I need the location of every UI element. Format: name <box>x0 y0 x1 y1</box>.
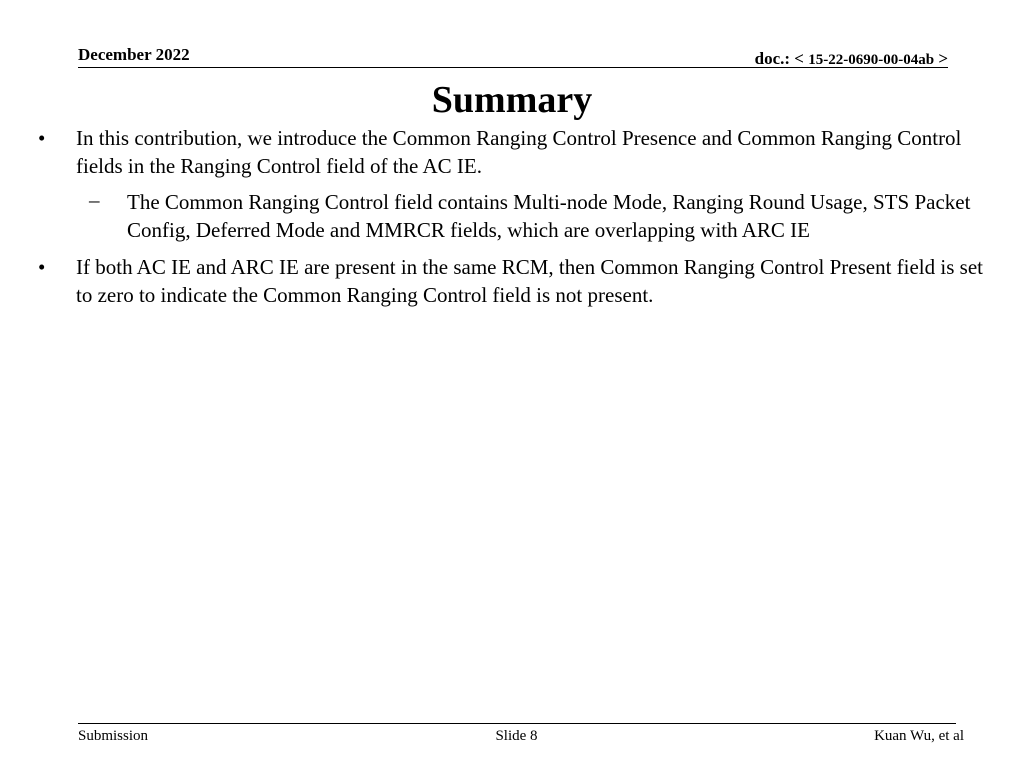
sub-bullet-marker: – <box>89 188 100 212</box>
doc-suffix: > <box>938 49 948 68</box>
footer-slide-number: Slide 8 <box>495 728 538 744</box>
header-doc-id <box>755 49 948 69</box>
bullet-marker: • <box>38 255 46 279</box>
footer-author: Kuan Wu, et al <box>874 728 964 744</box>
doc-label: doc.: < <box>754 49 804 68</box>
bullet-text: If both AC IE and ARC IE are present in the same RCM, then Common Ranging Control Present field is set to zero to indicate the Common Ranging Control field is not present. <box>76 255 983 307</box>
bullet-text: In this contribution, we introduce the Common Ranging Control Presence and Common Ranging Control fields in the Ranging Control field of the AC IE. <box>76 126 962 178</box>
bullet-marker: • <box>38 126 46 150</box>
footer-divider <box>78 723 956 724</box>
footer-submission: Submission <box>78 728 149 744</box>
doc-number: 15-22-0690-00-04ab <box>808 52 935 68</box>
slide-title: Summary <box>431 79 593 121</box>
sub-bullet-text: The Common Ranging Control field contains Multi-node Mode, Ranging Round Usage, STS Packet Config, Deferred Mode and MMRCR fields, which are overlapping with ARC IE <box>127 190 971 242</box>
header-divider <box>78 67 948 68</box>
header-date: December 2022 <box>78 45 190 64</box>
